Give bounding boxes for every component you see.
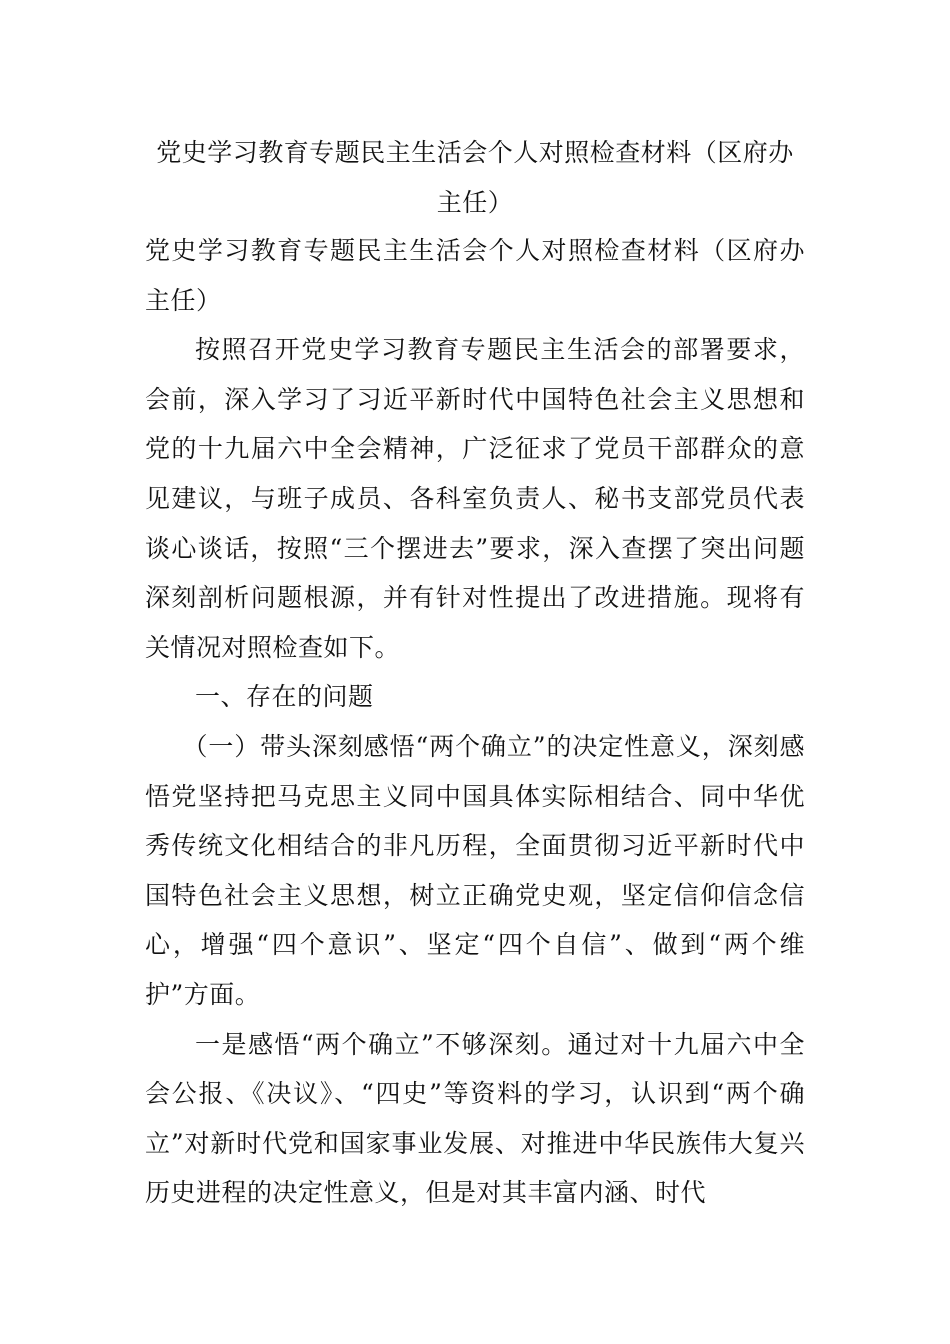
- subsection-paragraph: （一）带头深刻感悟“两个确立”的决定性意义，深刻感悟党坚持把马克思主义同中国具体实际相结合、同中华优秀传统文化相结合的非凡历程，全面贯彻习近平新时代中国特色社会主义思想，树立正确党史观，坚定信仰信念信心，增强“四个意识”、坚定“四个自信”、做到“两个维护”方面。: [145, 731, 805, 1009]
- intro-paragraph: 按照召开党史学习教育专题民主生活会的部署要求，会前，深入学习了习近平新时代中国特色社会主义思想和党的十九届六中全会精神，广泛征求了党员干部群众的意见建议，与班子成员、各科室负责人、秘书支部党员代表谈心谈话，按照“三个摆进去”要求，深入查摆了突出问题深刻剖析问题根源，并有针对性提出了改进措施。现将有关情况对照检查如下。: [145, 335, 805, 662]
- document-subtitle: 党史学习教育专题民主生活会个人对照检查材料（区府办主任）: [145, 236, 805, 315]
- point-paragraph: 一是感悟“两个确立”不够深刻。通过对十九届六中全会公报、《决议》、“四史”等资料的学习，认识到“两个确立”对新时代党和国家事业发展、对推进中华民族伟大复兴历史进程的决定性意义，但是对其丰富内涵、时代: [145, 1029, 805, 1208]
- section-heading: 一、存在的问题: [195, 682, 374, 712]
- document-body: [145, 226, 805, 1218]
- document-title: 党史学习教育专题民主生活会个人对照检查材料（区府办主任）: [156, 138, 794, 217]
